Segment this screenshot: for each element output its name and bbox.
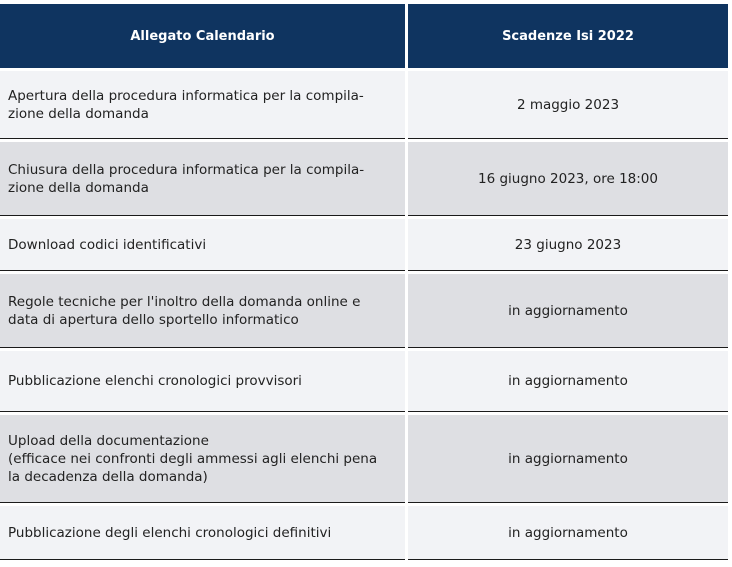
- table-row: [0, 506, 730, 560]
- header-scadenze: Scadenze Isi 2022: [408, 4, 728, 68]
- phase-cell: [0, 71, 405, 139]
- phase-cell: [0, 351, 405, 412]
- date-cell: in aggiornamento: [408, 351, 728, 412]
- date-cell: 16 giugno 2023, ore 18:00: [408, 142, 728, 216]
- phase-line: (efficace nei confronti degli ammessi agli elenchi pena: [8, 450, 378, 467]
- phase-line: Chiusura della procedura informatica per la compila-: [8, 161, 365, 178]
- table-header: [0, 4, 730, 68]
- phase-line: la decadenza della domanda): [8, 468, 208, 485]
- table-row: [0, 415, 730, 503]
- phase-line: Download codici identificativi: [8, 236, 207, 253]
- date-cell: in aggiornamento: [408, 274, 728, 348]
- date-cell: 2 maggio 2023: [408, 71, 728, 139]
- calendar-table: [0, 4, 730, 560]
- phase-cell: [0, 274, 405, 348]
- header-allegato-calendario: Allegato Calendario: [0, 4, 405, 68]
- phase-line: data di apertura dello sportello informatico: [8, 311, 299, 328]
- table-row: [0, 71, 730, 139]
- date-cell: 23 giugno 2023: [408, 219, 728, 271]
- phase-line: zione della domanda: [8, 105, 149, 122]
- phase-line: Upload della documentazione: [8, 432, 209, 449]
- phase-line: Apertura della procedura informatica per la compila-: [8, 87, 364, 104]
- table-row: [0, 142, 730, 216]
- phase-cell: [0, 506, 405, 560]
- phase-line: Pubblicazione elenchi cronologici provvisori: [8, 373, 302, 389]
- phase-line: Regole tecniche per l'inoltro della domanda online e: [8, 293, 361, 310]
- table-row: [0, 351, 730, 412]
- date-cell: in aggiornamento: [408, 506, 728, 560]
- phase-line: Pubblicazione degli elenchi cronologici definitivi: [8, 524, 332, 541]
- phase-cell: [0, 415, 405, 503]
- date-cell: in aggiornamento: [408, 415, 728, 503]
- table-row: [0, 219, 730, 271]
- table-row: [0, 274, 730, 348]
- phase-cell: [0, 219, 405, 271]
- phase-cell: [0, 142, 405, 216]
- phase-line: zione della domanda: [8, 179, 149, 196]
